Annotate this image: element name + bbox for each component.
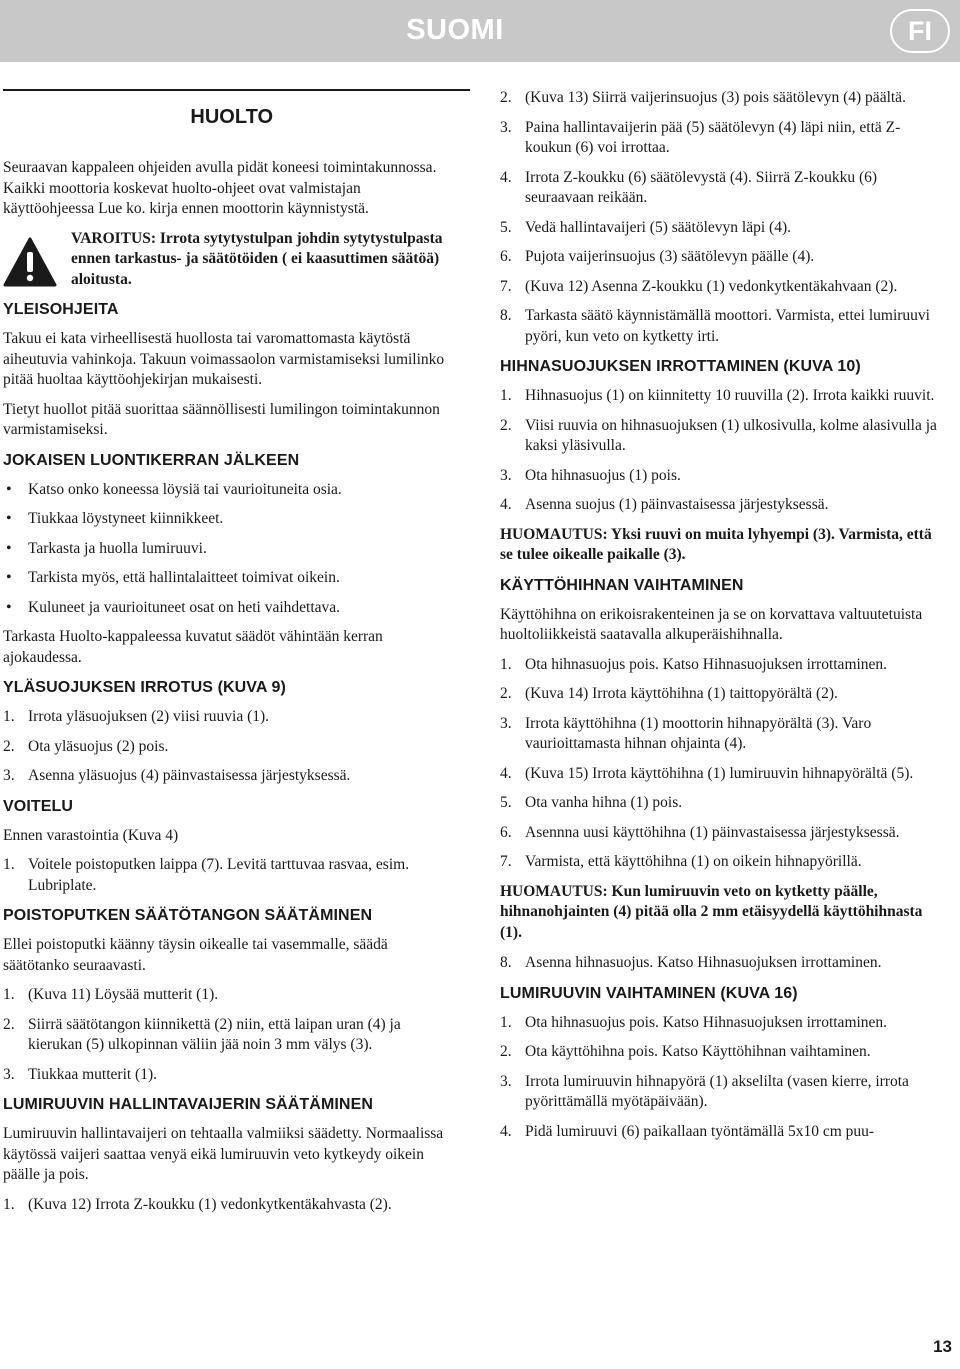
item-text: Irrota Z-koukku (6) säätölevystä (4). Siirrä Z-koukku (6) seuraavaan reikään. [525,168,878,206]
poisto-list [3,985,448,1085]
list-item [500,823,946,844]
lumiruuvi-list [500,1013,946,1143]
list-item [500,118,946,159]
poisto-paragraph: Ellei poistoputki käänny täysin oikealle tai vasemmalle, säädä säätötanko seuraavasti. [3,936,388,974]
heading-yleisohjeita: YLEISOHJEITA [3,301,119,318]
item-text: Asennna uusi käyttöhihna (1) päinvastaisessa järjestyksessä. [525,823,900,841]
voitelu-paragraph: Ennen varastointia (Kuva 4) [3,826,179,844]
item-text: Asenna suojus (1) päinvastaisessa järjestyksessä. [525,496,829,513]
section-rule [3,89,470,91]
heading-poistoputki: POISTOPUTKEN SÄÄTÖTANGON SÄÄTÄMINEN [3,907,373,924]
list-item [3,985,448,1006]
item-text: Asenna hihnasuojus. Katso Hihnasuojuksen irrottaminen. [525,954,882,971]
item-number: 2. [500,89,512,106]
item-text: Irrota yläsuojuksen (2) viisi ruuvia (1). [28,708,270,725]
yleis-paragraph-2: Tietyt huollot pitää suorittaa säännöllisesti lumilingon toimintakunnon varmistamiseksi. [3,400,440,438]
list-item [500,1122,946,1143]
item-text: Pujota vaijerinsuojus (3) säätölevyn päälle (4). [525,248,815,265]
item-number: 1. [500,1013,512,1031]
item-text: Irrota lumiruuvin hihnapyörä (1) akselilta (vasen kierre, irrota pyörittämällä myötäpäivään). [525,1072,909,1110]
list-item [500,168,946,209]
yleis-paragraph-1: Takuu ei kata virheellisestä huollosta tai varomattomasta käytöstä aiheutuvia vahinkoja. Takuun voimassaolon varmistamiseksi lumilinko pitää huoltaa käyttöohjekirjan mukaisesti. [3,330,445,388]
item-number: 2. [500,416,512,434]
list-item [500,386,946,407]
kayt-list [500,655,946,873]
heading-lumiruuvin-vaihtaminen: LUMIRUUVIN VAIHTAMINEN (KUVA 16) [500,984,798,1002]
item-text: Tarkasta säätö käynnistämällä moottori. Varmista, ettei lumiruuvi pyöri, kun veto on kytketty irti. [525,307,930,345]
item-number: 5. [500,794,512,811]
item-number: 1. [3,986,15,1003]
list-item [500,218,946,239]
intro-paragraph: Seuraavan kappaleen ohjeiden avulla pidät koneesi toimintakunnossa. Kaikki moottoria koskevat huolto-ohjeet ovat valmistajan käyttöohjeessa Lue ko. kirja ennen moottorin käynnistystä. [3,159,437,217]
item-text: (Kuva 11) Löysää mutterit (1). [28,986,219,1003]
item-text: Irrota käyttöhihna (1) moottorin hihnapyörältä (3). Varo vaurioittamasta hihnan ohjainta (4). [525,714,872,752]
item-text: (Kuva 14) Irrota käyttöhihna (1) taittopyörältä (2). [525,685,838,702]
left-column [3,105,448,1224]
heading-kayttohihna: KÄYTTÖHIHNAN VAIHTAMINEN [500,576,744,594]
item-text: Voitele poistoputken laippa (7). Levitä tarttuvaa rasvaa, esim. Lubriplate. [28,856,410,894]
item-number: 3. [3,767,15,784]
item-number: 4. [500,168,512,186]
heading-jokaisen: JOKAISEN LUONTIKERRAN JÄLKEEN [3,451,300,469]
section-title: HUOLTO [190,106,273,128]
item-number: 1. [3,1195,15,1213]
item-text: Pidä lumiruuvi (6) paikallaan työntämällä 5x10 cm puu- [525,1122,875,1140]
page-language-title: SUOMI [406,14,504,46]
lumi-list-continued [500,88,946,347]
item-text: Ota vanha hihna (1) pois. [525,794,683,811]
ylasuojus-list [3,707,448,787]
heading-ylasuojus: YLÄSUOJUKSEN IRROTUS (KUVA 9) [3,679,286,696]
heading-lumiruuvin-hallintavaijeri: LUMIRUUVIN HALLINTAVAIJERIN SÄÄTÄMINEN [3,1096,374,1113]
item-number: 4. [500,1122,512,1140]
lumi-list [3,1195,448,1216]
list-item [3,1065,448,1086]
item-number: 5. [500,218,512,236]
right-column [500,88,946,1151]
heading-voitelu: VOITELU [3,797,74,815]
item-text: Asenna yläsuojus (4) päinvastaisessa järjestyksessä. [28,767,351,784]
list-item [3,737,448,758]
item-number: 3. [3,1065,15,1083]
kayt-list-2 [500,953,946,974]
kayt-paragraph: Käyttöhihna on erikoisrakenteinen ja se on korvattava valtuutetuista huoltoliikkeistä saatavalla alkuperäishihnalla. [500,605,923,643]
item-number: 7. [500,853,512,870]
item-text: Ota hihnasuojus pois. Katso Hihnasuojuksen irrottaminen. [525,655,888,673]
list-item [500,466,946,487]
list-item [500,655,946,676]
list-item: • Tiukkaa löystyneet kiinnikkeet. [3,509,448,530]
list-item [500,793,946,814]
item-number: 2. [3,737,15,755]
item-text: Ota yläsuojus (2) pois. [28,737,169,755]
item-number: 3. [500,714,512,732]
list-item [3,707,448,728]
list-item: • Kuluneet ja vaurioituneet osat on heti vaihdettava. [3,598,448,619]
list-item [500,1072,946,1113]
jokaisen-list [3,480,448,619]
list-item [500,764,946,785]
list-item [500,1042,946,1063]
list-item [500,416,946,457]
item-number: 4. [500,764,512,782]
warning-triangle-icon [3,237,57,287]
warning-block [3,229,448,291]
item-number: 6. [500,248,512,265]
list-item: • Tarkista myös, että hallintalaitteet toimivat oikein. [3,568,448,589]
list-item [500,247,946,268]
item-text: (Kuva 13) Siirrä vaijerinsuojus (3) pois säätölevyn (4) päältä. [525,89,906,106]
list-item [500,495,946,516]
heading-hihnasuojus: HIHNASUOJUKSEN IRROTTAMINEN (KUVA 10) [500,358,861,375]
warning-text: VAROITUS: Irrota sytytystulpan johdin sytytystulpasta ennen tarkastus- ja säätötöiden ( ei kaasuttimen säätöä) aloitusta. [71,229,443,288]
list-item [500,852,946,873]
item-number: 2. [3,1015,15,1033]
item-text: Ota hihnasuojus (1) pois. [525,466,681,484]
list-item [500,1013,946,1034]
item-number: 6. [500,823,512,841]
item-number: 2. [500,1043,512,1060]
page-number: 13 [933,1337,952,1356]
item-text: Ota käyttöhihna pois. Katso Käyttöhihnan vaihtaminen. [525,1043,871,1060]
header-bar [0,0,960,62]
item-text: (Kuva 12) Irrota Z-koukku (1) vedonkytkentäkahvasta (2). [28,1195,392,1213]
list-item [500,684,946,705]
item-text: Hihnasuojus (1) on kiinnitetty 10 ruuvilla (2). Irrota kaikki ruuvit. [525,387,935,404]
item-text: Siirrä säätötangon kiinnikettä (2) niin, että laipan uran (4) ja kierukan (5) ulkopinnan väliin jää noin 3 mm välys (3). [28,1015,401,1053]
lumi-paragraph: Lumiruuvin hallintavaijeri on tehtaalla valmiiksi säädetty. Normaalissa käytössä vaijeri saattaa venyä eikä lumiruuvin veto kytkeydy oikein päälle ja pois. [3,1125,444,1183]
item-number: 4. [500,496,512,513]
list-item [500,277,946,298]
item-number: 3. [500,1072,512,1090]
item-number: 7. [500,277,512,295]
item-text: Paina hallintavaijerin pää (5) säätölevyn (4) läpi niin, että Z-koukun (6) voi irrottaa. [525,118,901,156]
voitelu-list [3,855,448,896]
list-item [3,1195,448,1216]
list-item: • Katso onko koneessa löysiä tai vaurioituneita osia. [3,480,448,501]
list-item [3,855,448,896]
item-number: 8. [500,307,512,324]
list-item [3,766,448,787]
item-number: 3. [500,466,512,484]
list-item [500,306,946,347]
list-item [500,714,946,755]
hihna-list [500,386,946,516]
item-number: 1. [500,387,512,404]
list-item [3,1015,448,1056]
item-text: Ota hihnasuojus pois. Katso Hihnasuojuksen irrottaminen. [525,1013,888,1031]
item-text: (Kuva 15) Irrota käyttöhihna (1) lumiruuvin hihnapyörältä (5). [525,764,914,782]
list-item [500,953,946,974]
item-number: 2. [500,685,512,702]
item-number: 1. [3,708,15,725]
item-text: Varmista, että käyttöhihna (1) on oikein hihnapyörillä. [525,853,862,870]
item-text: Viisi ruuvia on hihnasuojuksen (1) ulkosivulla, kolme alasivulla ja kaksi yläsivulla. [525,416,937,454]
jokaisen-after-paragraph: Tarkasta Huolto-kappaleessa kuvatut säädöt vähintään kerran ajokaudessa. [3,628,383,666]
item-number: 8. [500,954,512,971]
item-text: Tiukkaa mutterit (1). [28,1065,158,1083]
item-number: 1. [3,856,15,873]
item-number: 3. [500,118,512,136]
item-text: Vedä hallintavaijeri (5) säätölevyn läpi (4). [525,218,791,236]
list-item [500,88,946,109]
item-text: (Kuva 12) Asenna Z-koukku (1) vedonkytkentäkahvaan (2). [525,277,898,295]
list-item: • Tarkasta ja huolla lumiruuvi. [3,539,448,560]
hihna-note: HUOMAUTUS: Yksi ruuvi on muita lyhyempi (3). Varmista, että se tulee oikealle paikalle (3). [500,525,932,563]
kayt-note: HUOMAUTUS: Kun lumiruuvin veto on kytketty päälle, hihnanohjainten (4) pitää olla 2 mm etäisyydellä käyttöhihnasta (1). [500,882,923,941]
item-number: 1. [500,655,512,673]
language-badge: FI [890,9,950,53]
